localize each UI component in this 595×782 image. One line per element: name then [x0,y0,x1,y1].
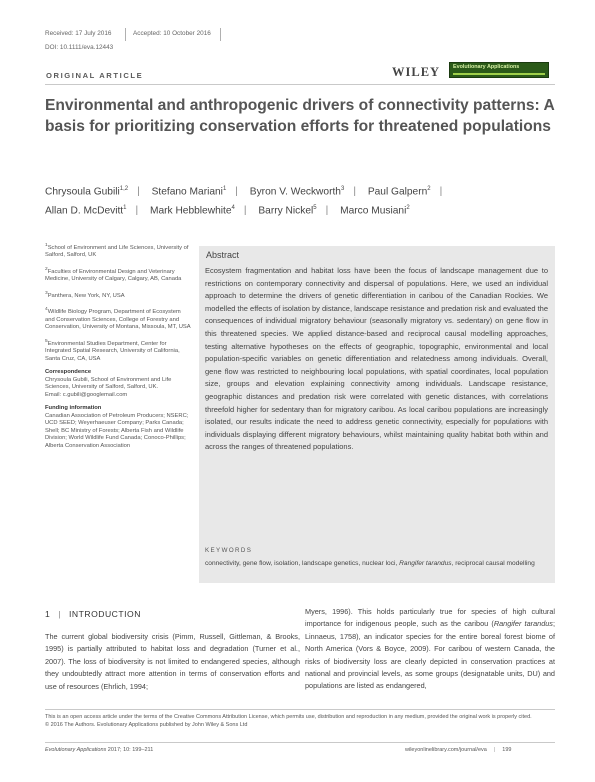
section-number: 1 [45,609,51,619]
author-affil: 2 [427,186,431,192]
correspondence-text: Chrysoula Gubili, School of Environment and Life Sciences, University of Salford, Salford, UK. [45,376,172,391]
footer-journal: Evolutionary Applications [45,747,107,753]
affiliation-number: 3 [45,290,48,296]
journal-logo [449,62,549,78]
keywords-species: Rangifer tarandus [399,560,452,567]
intro-species: Rangifer tarandus [493,619,553,629]
footer-citation [45,747,153,753]
author-name[interactable]: Paul Galpern [367,186,428,198]
author-name[interactable]: Stefano Mariani [151,186,223,198]
affiliation-text: Wildlife Biology Program, Department of Ecosystem and Conservation Sciences, College of Forestry and Conservation, University of Montana, Missoula, MT, USA [45,309,191,331]
journal-url[interactable]: wileyonlinelibrary.com/journal/eva [405,747,487,753]
license-text: This is an open access article under the terms of the Creative Commons Attribution License, which permits use, distribution and reproduction in any medium, provided the original work is properly cited. [45,714,532,720]
article-title: Environmental and anthropogenic drivers of connectivity patterns: A basis for prioritizing conservation efforts for threatened populations [45,97,555,135]
authors-line [45,205,410,216]
side-column [45,242,191,450]
author-name[interactable]: Chrysoula Gubili [45,186,120,198]
article-type: ORIGINAL ARTICLE [46,71,144,80]
publisher-logo: WILEY [392,65,441,79]
abstract-heading: Abstract [206,250,240,260]
doi[interactable]: DOI: 10.1111/eva.12443 [45,44,114,51]
footer-volume: 2017; 10: 199–211 [106,747,154,753]
intro-text: Myers, 1996). This holds particularly true for species of high cultural importance for indigenous people, such as the caribou ( [305,607,555,629]
abstract-text: Ecosystem fragmentation and habitat loss have been the focus of landscape management due to restrictions on contemporary connectivity and dispersal of populations. Here, we used an individual approach to determine the drivers of genetic differentiation in caribou of the Canadian Rockies. We modelled the effects of isolation by distance, landscape resistance and predation risk and evaluated the consequences of individual migratory behaviour (seasonally migratory vs. sedentary) on gene flow in this threatened species. We applied distance-based and reciprocal causal modelling approaches, testing alternative hypotheses on the effects of geographic, topographic, environmental and local population-specific variables on genetic differentiation and relatedness among individuals. Overall, gene flow was restricted to neighbouring local populations, with spatial coordinates, local population size, groups and elevation explaining connectivity among individuals. Landscape resistance, geographic distances and predation risk were correlated with genetic distances, with correlations threefold higher for sedentary than for migratory caribou. As local caribou populations are increasingly isolated, our results indicate the need to address genetic connectivity, especially for populations with individuals displaying different migratory behaviours, whilst maintaining quality habitat both within and across the ranges of threatened populations. [205,266,548,452]
affiliation-number: 2 [45,266,48,272]
author-name[interactable]: Barry Nickel [258,205,314,217]
authors-line [45,186,451,197]
affiliation-number: 1 [45,243,48,248]
affiliation [45,242,191,260]
author-separator: | [439,186,443,198]
journal-logo-stripe [453,73,545,75]
keywords-heading: KEYWORDS [205,547,253,554]
author-name[interactable]: Marco Musiani [340,205,407,217]
section-title: INTRODUCTION [69,609,141,619]
author-name[interactable]: Byron V. Weckworth [249,186,341,198]
author-separator: | [353,186,356,198]
footnote-rule [45,709,555,710]
copyright-text: © 2016 The Authors. Evolutionary Applications published by John Wiley & Sons Ltd [45,722,248,728]
author-name[interactable]: Allan D. McDevitt [45,205,124,217]
journal-logo-text: Evolutionary Applications [453,64,520,70]
page-number: 199 [502,747,512,753]
accepted-date: Accepted: 10 October 2016 [133,30,211,37]
funding-text: Canadian Association of Petroleum Producers; NSERC; UCD SEED; Weyerhaeuser Company; Parks Canada; Shell; BC Ministry of Forests; Alberta Fish and Wildlife Division; World Wildlife Fund Canada; Conoco-Phillips; Alberta Conservation Association [45,412,189,449]
affiliation [45,266,191,284]
affiliation-text: School of Environment and Life Sciences, University of Salford, Salford, UK [45,244,189,259]
author-name[interactable]: Mark Hebblewhite [149,205,232,217]
affiliation [45,306,191,331]
header-divider [125,28,126,41]
footer-right: wileyonlinelibrary.com/journal/eva | 199 [405,747,512,753]
footer-rule [45,742,555,743]
intro-column-2 [305,606,555,693]
affiliation-text: Environmental Studies Department, Center for Integrated Spatial Research, University of California, Santa Cruz, CA, USA [45,340,180,362]
keywords-text [205,559,545,569]
author-separator: | [325,205,329,217]
intro-text: ; Linnaeus, 1758), an indicator species for the entire boreal forest biome of North America (Vors & Boyce, 2009). For caribou of western Canada, the risks of biodiversity loss are clearly depicted in conservation practices at national and provincial levels, as some groups (designatable units, DU) and populations are listed as endangered, [305,619,555,691]
author-affil: 2 [406,205,410,211]
correspondence-email[interactable]: Email: c.gubili@googlemail.com [45,391,128,398]
author-affil: 3 [340,186,345,192]
affiliation-number: 5 [45,338,48,344]
funding-heading: Funding information [45,405,102,412]
header-divider [220,28,221,41]
affiliation-text: Panthera, New York, NY, USA [47,292,125,299]
affiliation [45,290,191,300]
author-affil: 1 [123,205,127,211]
affiliation-text: Faculties of Environmental Design and Veterinary Medicine, University of Calgary, Calgary, AB, Canada [45,268,182,283]
author-separator: | [243,205,247,217]
author-affil: 4 [231,205,235,211]
correspondence-heading: Correspondence [45,369,92,376]
affiliation [45,338,191,363]
intro-column-1: The current global biodiversity crisis (Pimm, Russell, Gittleman, & Brooks, 1995) is partially attributed to habitat loss and degradation (Turner et al., 2007). The loss of biodiversity is not limited to endangered species, although they undoubtedly attract more attention in terms of conservation efforts and use of resources (Ehrlich, 1994; [45,632,300,691]
author-separator: | [135,205,139,217]
author-separator: | [137,186,140,198]
keywords-list: connectivity, gene flow, isolation, landscape genetics, nuclear loci, [205,560,400,567]
author-separator: | [235,186,238,198]
section-heading: 1 | INTRODUCTION [45,609,141,619]
author-affil: 1 [222,186,227,192]
affiliation-number: 4 [45,307,48,313]
keywords-list-end: , reciprocal causal modelling [451,560,535,567]
author-affil: 5 [313,205,317,211]
author-affil: 1,2 [119,186,129,192]
header-rule [45,84,555,85]
license-footnote [45,713,555,729]
received-date: Received: 17 July 2016 [45,30,112,37]
